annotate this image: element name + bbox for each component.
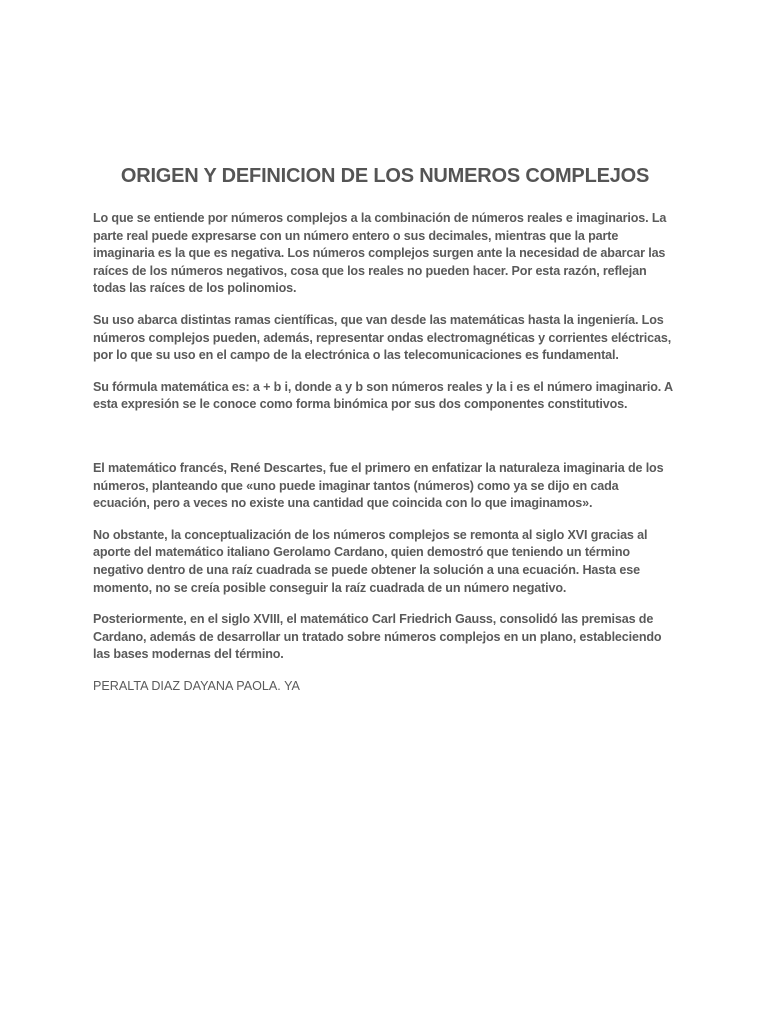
paragraph-descartes: El matemático francés, René Descartes, fue el primero en enfatizar la naturaleza imaginaria de los números, planteando que «uno puede imaginar tantos (números) como ya se dijo en cada ecuación, pero a veces no existe una cantidad que coincida con lo que imaginamos». xyxy=(93,460,664,511)
document-body xyxy=(93,162,677,695)
author-signature: PERALTA DIAZ DAYANA PAOLA. YA xyxy=(93,678,300,693)
paragraph-formula: Su fórmula matemática es: a + b i, donde a y b son números reales y la i es el número imaginario. A esta expresión se le conoce como forma binómica por sus dos componentes constitutivos. xyxy=(93,379,673,412)
blank-space xyxy=(93,428,677,460)
paragraph-gauss: Posteriormente, en el siglo XVIII, el matemático Carl Friedrich Gauss, consolidó las premisas de Cardano, además de desarrollar un tratado sobre números complejos en un plano, estableciendo las bases modernas del término. xyxy=(93,612,662,662)
document-title: ORIGEN Y DEFINICION DE LOS NUMEROS COMPLEJOS xyxy=(120,165,650,187)
paragraph-definition: Lo que se entiende por números complejos a la combinación de números reales e imaginarios. La parte real puede expresarse con un número entero o sus decimales, mientras que la parte imaginaria es la que es negativa. Los números complejos surgen ante la necesidad de abarcar las raíces de los números negativos, cosa que los reales no pueden hacer. Por esta razón, reflejan todas las raíces de los polinomios. xyxy=(93,211,667,296)
paragraph-uses: Su uso abarca distintas ramas científicas, que van desde las matemáticas hasta la ingeniería. Los números complejos pueden, además, representar ondas electromagnéticas y corrientes eléctricas, por lo que su uso en el campo de la electrónica o las telecomunicaciones es fundamental. xyxy=(93,312,672,363)
paragraph-cardano: No obstante, la conceptualización de los números complejos se remonta al siglo XVI gracias al aporte del matemático italiano Gerolamo Cardano, quien demostró que teniendo un término negativo dentro de una raíz cuadrada se puede obtener la solución a una ecuación. Hasta ese momento, no se creía posible conseguir la raíz cuadrada de un número negativo. xyxy=(93,527,648,595)
